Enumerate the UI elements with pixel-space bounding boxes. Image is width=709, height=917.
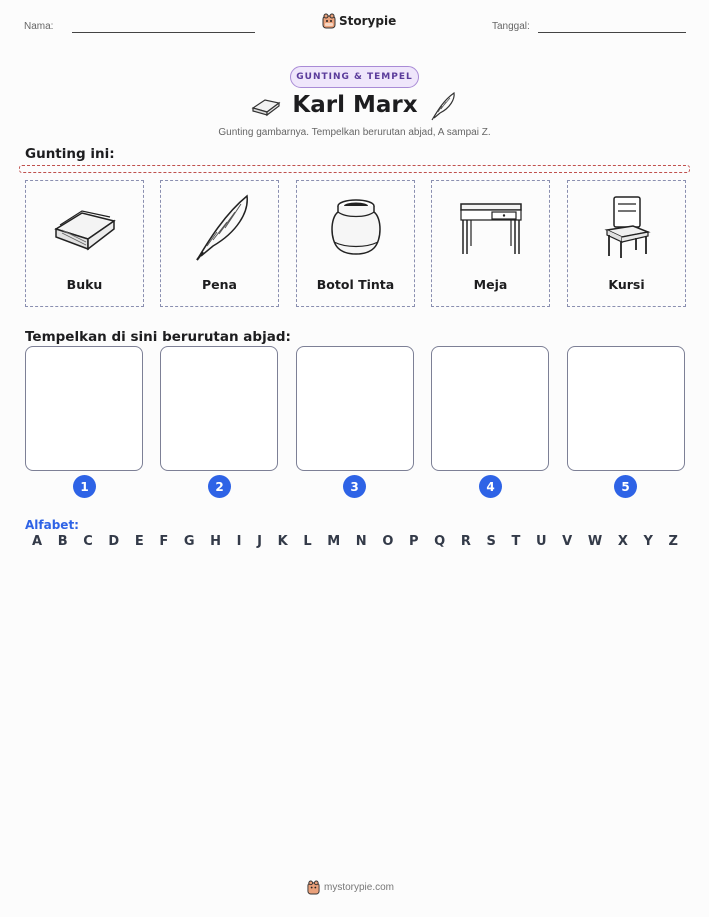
paste-slot-3[interactable] [296,346,414,471]
page-title: Karl Marx [292,92,418,118]
paste-slot-1[interactable] [25,346,143,471]
storypie-mascot-icon [307,880,320,895]
alphabet-letter: I [236,534,242,549]
alphabet-row [32,534,678,549]
alphabet-letter: Z [668,534,678,549]
alphabet-letter: Y [643,534,653,549]
name-line[interactable] [72,32,255,33]
card-label: Kursi [608,277,645,292]
alphabet-letter: E [134,534,144,549]
alphabet-letter: J [257,534,262,549]
alphabet-letter: N [355,534,367,549]
alphabet-letter: U [535,534,547,549]
cut-heading: Gunting ini: [25,146,115,162]
alphabet-letter: Q [434,534,446,549]
desk-icon [458,196,524,258]
quill-icon [187,190,253,264]
instructions: Gunting gambarnya. Tempelkan berurutan abjad, A sampai Z. [218,127,491,138]
paste-slot-5[interactable] [567,346,685,471]
brand-logo [322,13,396,29]
paste-heading: Tempelkan di sini berurutan abjad: [25,329,291,345]
card-label: Buku [66,277,103,292]
storypie-mascot-icon [322,13,336,29]
alphabet-title: Alfabet: [25,518,79,532]
book-icon [52,199,118,255]
chair-icon [602,194,652,260]
slot-number-badge: 4 [479,475,502,498]
cut-card-desk[interactable] [431,180,550,307]
card-label: Botol Tinta [316,277,395,292]
alphabet-letter: X [617,534,628,549]
paste-slot-2[interactable] [160,346,278,471]
cut-card-book[interactable] [25,180,144,307]
card-label: Pena [202,277,237,292]
alphabet-letter: V [562,534,573,549]
alphabet-letter: O [382,534,394,549]
quill-icon [428,90,458,122]
alphabet-letter: S [486,534,496,549]
alphabet-letter: D [108,534,120,549]
name-label: Nama: [24,21,54,32]
paste-slot-4[interactable] [431,346,549,471]
brand-name: Storypie [339,14,397,28]
cut-card-chair[interactable] [567,180,686,307]
alphabet-letter: P [409,534,419,549]
date-line[interactable] [538,32,686,33]
alphabet-letter: F [159,534,169,549]
alphabet-letter: L [303,534,312,549]
alphabet-letter: C [83,534,93,549]
cut-card-ink-bottle[interactable] [296,180,415,307]
alphabet-letter: H [210,534,222,549]
slot-number-badge: 1 [73,475,96,498]
date-label: Tanggal: [492,21,530,32]
alphabet-letter: R [460,534,471,549]
alphabet-letter: T [511,534,521,549]
ink-pot-icon [328,196,384,258]
alphabet-letter: G [183,534,195,549]
slot-number-badge: 3 [343,475,366,498]
alphabet-letter: K [277,534,288,549]
footer [307,880,394,895]
slot-number-badge: 2 [208,475,231,498]
footer-site[interactable]: mystorypie.com [324,882,395,893]
alphabet-letter: W [587,534,603,549]
cut-card-pen[interactable] [160,180,279,307]
activity-badge: GUNTING & TEMPEL [290,66,419,88]
slot-number-badge: 5 [614,475,637,498]
alphabet-letter: A [32,534,43,549]
cut-line [19,165,690,173]
alphabet-letter: B [57,534,68,549]
alphabet-letter: M [327,534,341,549]
card-label: Meja [473,277,508,292]
